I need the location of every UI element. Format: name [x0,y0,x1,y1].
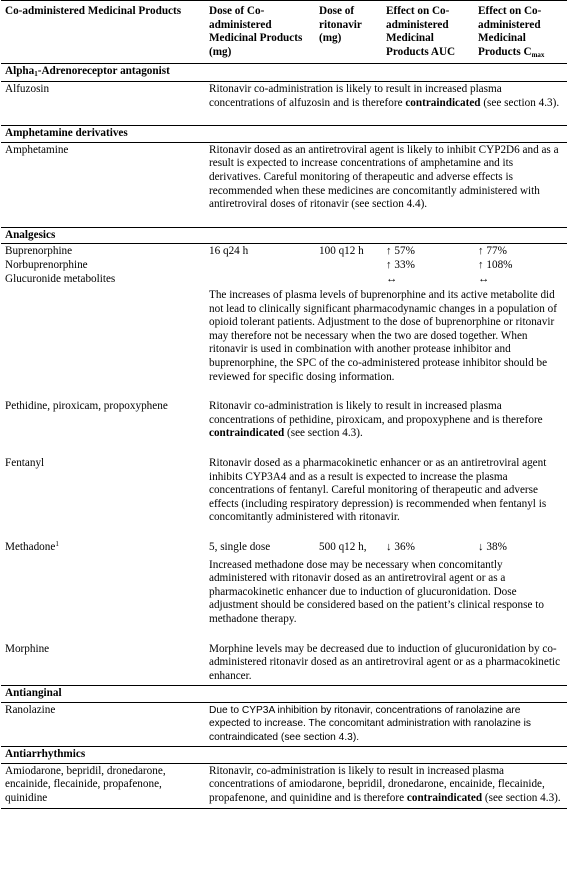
drug-name: Glucuronide metabolites [5,272,116,285]
interaction-text: Ritonavir co-administration is likely to result in increased plasma concentrations of alfuzosin and is therefore contraindicated (see section 4.3). [205,81,567,125]
interaction-text: The increases of plasma levels of buprenorphine and its active metabolite did not lead to clinically significant pharmacodynamic changes in a population of opioid tolerant patients. Adjustment to the dose of buprenorphine or ritonavir may therefore not be necessary when the two are dosed together. When ritonavir is used in combination with another protease inhibitor and buprenorphine, the SPC of the co-administered protease inhibitor should be reviewed for specific dosing information. [209,289,557,383]
drug-name: Buprenorphine [5,245,73,258]
dose-ritonavir: 100 q12 h [319,245,364,258]
cmax-value: ↔ [478,272,490,285]
section-alpha-adrenoreceptor-antagonist [1,64,567,82]
interaction-text: Ritonavir, co-administration is likely to result in increased plasma concentrations of amiodarone, bepridil, dronedarone, encainide, flecainide, propafenone, and quinidine and is therefore contraindicated (see section 4.3). [205,763,567,808]
interaction-text: Increased methadone dose may be necessary when concomitantly administered with ritonavir dosed as an antiretroviral agent or as a pharmacokinetic enhancer due to induction of glucuronidation. Dose adjustment should be considered based on the patient’s clinical response to methadone therapy. [209,558,544,625]
table-row-buprenorphine [1,244,567,288]
interaction-text: Ritonavir dosed as an antiretroviral agent is likely to inhibit CYP2D6 and as a result is expected to increase concentrations of amphetamine and its derivatives. Careful monitoring of therapeutic and adverse effects is recommended when these medicines are concomitantly administered with antiretroviral doses of ritonavir (see section 4.4). [205,142,567,227]
effect-auc [382,244,474,288]
interaction-text: Ritonavir co-administration is likely to result in increased plasma concentrations of pethidine, piroxicam, and propoxyphene and is therefore contraindicated (see section 4.3). [209,400,543,440]
dose-ritonavir: 500 q12 h, [319,541,367,553]
effect-cmax: ↓ 38% [478,541,507,553]
drug-name: Norbuprenorphine [5,258,88,271]
table-row-methadone-comment [1,558,567,642]
section-title: Antiarrhythmics [1,747,567,764]
auc-value: ↑ 57% [386,245,415,258]
interaction-text: Due to CYP3A inhibition by ritonavir, concentrations of ranolazine are expected to increase. The concomitant administration with ranolazine is contraindicated (see section 4.3). [205,702,567,746]
table-row-fentanyl [1,456,567,540]
cmax-value: ↑ 77% [478,245,507,258]
section-title: Antianginal [1,686,567,703]
drug-name: Amphetamine [1,142,205,227]
section-analgesics [1,227,567,244]
table-row-alfuzosin [1,81,567,125]
table-row-buprenorphine-comment [1,288,567,399]
header-effect-auc: Effect on Co-administered Medicinal Products AUC [382,1,474,64]
drug-interaction-table [1,0,567,809]
header-dose-co-administered: Dose of Co-administered Medicinal Products (mg) [205,1,315,64]
auc-value: ↑ 33% [386,258,415,271]
drug-name: Pethidine, piroxicam, propoxyphene [5,400,168,413]
table-row-pethidine [1,399,567,456]
drug-name: Alfuzosin [1,81,205,125]
drug-name-list [1,244,205,288]
table-row-ranolazine [1,702,567,746]
table-row-morphine [1,642,567,686]
section-antiarrhythmics [1,747,567,764]
section-antianginal [1,686,567,703]
table-row-amiodarone [1,763,567,808]
section-amphetamine-derivatives [1,126,567,143]
interaction-table-page [1,0,567,809]
table-header-row [1,1,567,64]
drug-name: Morphine [1,642,205,686]
dose-co-administered: 5, single dose [209,541,271,553]
table-row-methadone [1,540,567,558]
drug-name: Amiodarone, bepridil, dronedarone, encainide, flecainide, propafenone, quinidine [1,763,205,808]
table-row-amphetamine [1,142,567,227]
header-dose-ritonavir: Dose of ritonavir (mg) [315,1,382,64]
dose-co-administered: 16 q24 h [209,245,249,258]
section-title: Amphetamine derivatives [1,126,567,143]
cmax-value: ↑ 108% [478,258,513,271]
drug-name: Ranolazine [1,702,205,746]
interaction-text: Morphine levels may be decreased due to induction of glucuronidation by co-administered ritonavir dosed as an antiretroviral agent or as a pharmacokinetic enhancer. [205,642,567,686]
interaction-text: Ritonavir dosed as a pharmacokinetic enhancer or as an antiretroviral agent inhibits CYP3A4 and as a result is expected to increase the plasma concentrations of fentanyl. Careful monitoring of therapeutic and adverse effects (including respiratory depression) is recommended when fentanyl is concomitantly administered with ritonavir. [209,457,547,524]
section-title: Alpha1-Adrenoreceptor antagonist [1,64,567,82]
drug-name: Methadone$^1$ [5,540,59,553]
drug-name: Fentanyl [5,457,45,470]
effect-cmax [474,244,567,288]
header-co-administered-products: Co-administered Medicinal Products [1,1,205,64]
effect-auc: ↓ 36% [386,541,415,553]
section-title: Analgesics [1,227,567,244]
auc-value: ↔ [386,272,398,285]
header-effect-cmax: Effect on Co-administered Medicinal Products Cmax [474,1,567,64]
